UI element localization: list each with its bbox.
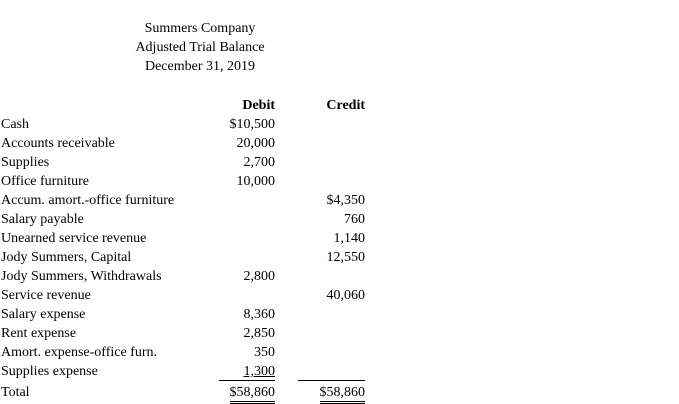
debit-amount: $10,500 — [229, 117, 275, 132]
debit-total-wrap — [230, 383, 276, 404]
credit-subtotal-rule — [298, 380, 365, 381]
account-name: Salary expense — [1, 307, 86, 322]
account-name: Supplies expense — [1, 364, 98, 379]
table-row — [0, 248, 679, 267]
debit-amount: 10,000 — [236, 174, 275, 189]
debit-amount: 2,700 — [243, 155, 275, 170]
table-row — [0, 134, 679, 153]
debit-amount: 2,800 — [243, 269, 275, 284]
credit-amount: $4,350 — [326, 193, 365, 208]
debit-column-header: Debit — [242, 98, 275, 113]
debit-subtotal-rule — [219, 380, 275, 381]
credit-amount: 12,550 — [326, 250, 365, 265]
credit-total-wrap — [320, 383, 366, 404]
table-row — [0, 343, 679, 362]
table-row — [0, 210, 679, 229]
account-name: Supplies — [1, 155, 50, 170]
table-row — [0, 324, 679, 343]
account-name: Rent expense — [1, 326, 77, 341]
table-row — [0, 267, 679, 286]
company-name: Summers Company — [144, 21, 256, 36]
credit-amount: 40,060 — [326, 288, 365, 303]
table-row — [0, 305, 679, 324]
account-name: Jody Summers, Withdrawals — [1, 269, 162, 284]
account-name: Unearned service revenue — [1, 231, 147, 246]
account-name: Service revenue — [1, 288, 91, 303]
statement-title: Adjusted Trial Balance — [135, 40, 265, 55]
statement-date: December 31, 2019 — [144, 59, 256, 74]
debit-amount: 8,360 — [243, 307, 275, 322]
account-name: Accounts receivable — [1, 136, 115, 151]
account-name: Jody Summers, Capital — [1, 250, 132, 265]
table-row — [0, 191, 679, 210]
table-row — [0, 115, 679, 134]
debit-amount: 350 — [254, 345, 275, 360]
credit-amount: 1,140 — [333, 231, 365, 246]
table-row — [0, 229, 679, 248]
table-row — [0, 153, 679, 172]
credit-total: $58,860 — [320, 385, 366, 404]
table-row — [0, 286, 679, 305]
debit-amount: 20,000 — [236, 136, 275, 151]
table-row — [0, 172, 679, 191]
total-label: Total — [1, 385, 30, 400]
account-name: Amort. expense-office furn. — [1, 345, 158, 360]
debit-total: $58,860 — [230, 385, 276, 404]
table-row — [0, 362, 679, 381]
account-name: Cash — [1, 117, 29, 132]
account-name: Office furniture — [1, 174, 89, 189]
account-name: Salary payable — [1, 212, 84, 227]
account-name: Accum. amort.-office furniture — [1, 193, 175, 208]
credit-column-header: Credit — [326, 98, 365, 113]
credit-amount: 760 — [344, 212, 365, 227]
debit-amount: 1,300 — [243, 364, 275, 379]
debit-amount: 2,850 — [243, 326, 275, 341]
total-row — [0, 383, 679, 402]
